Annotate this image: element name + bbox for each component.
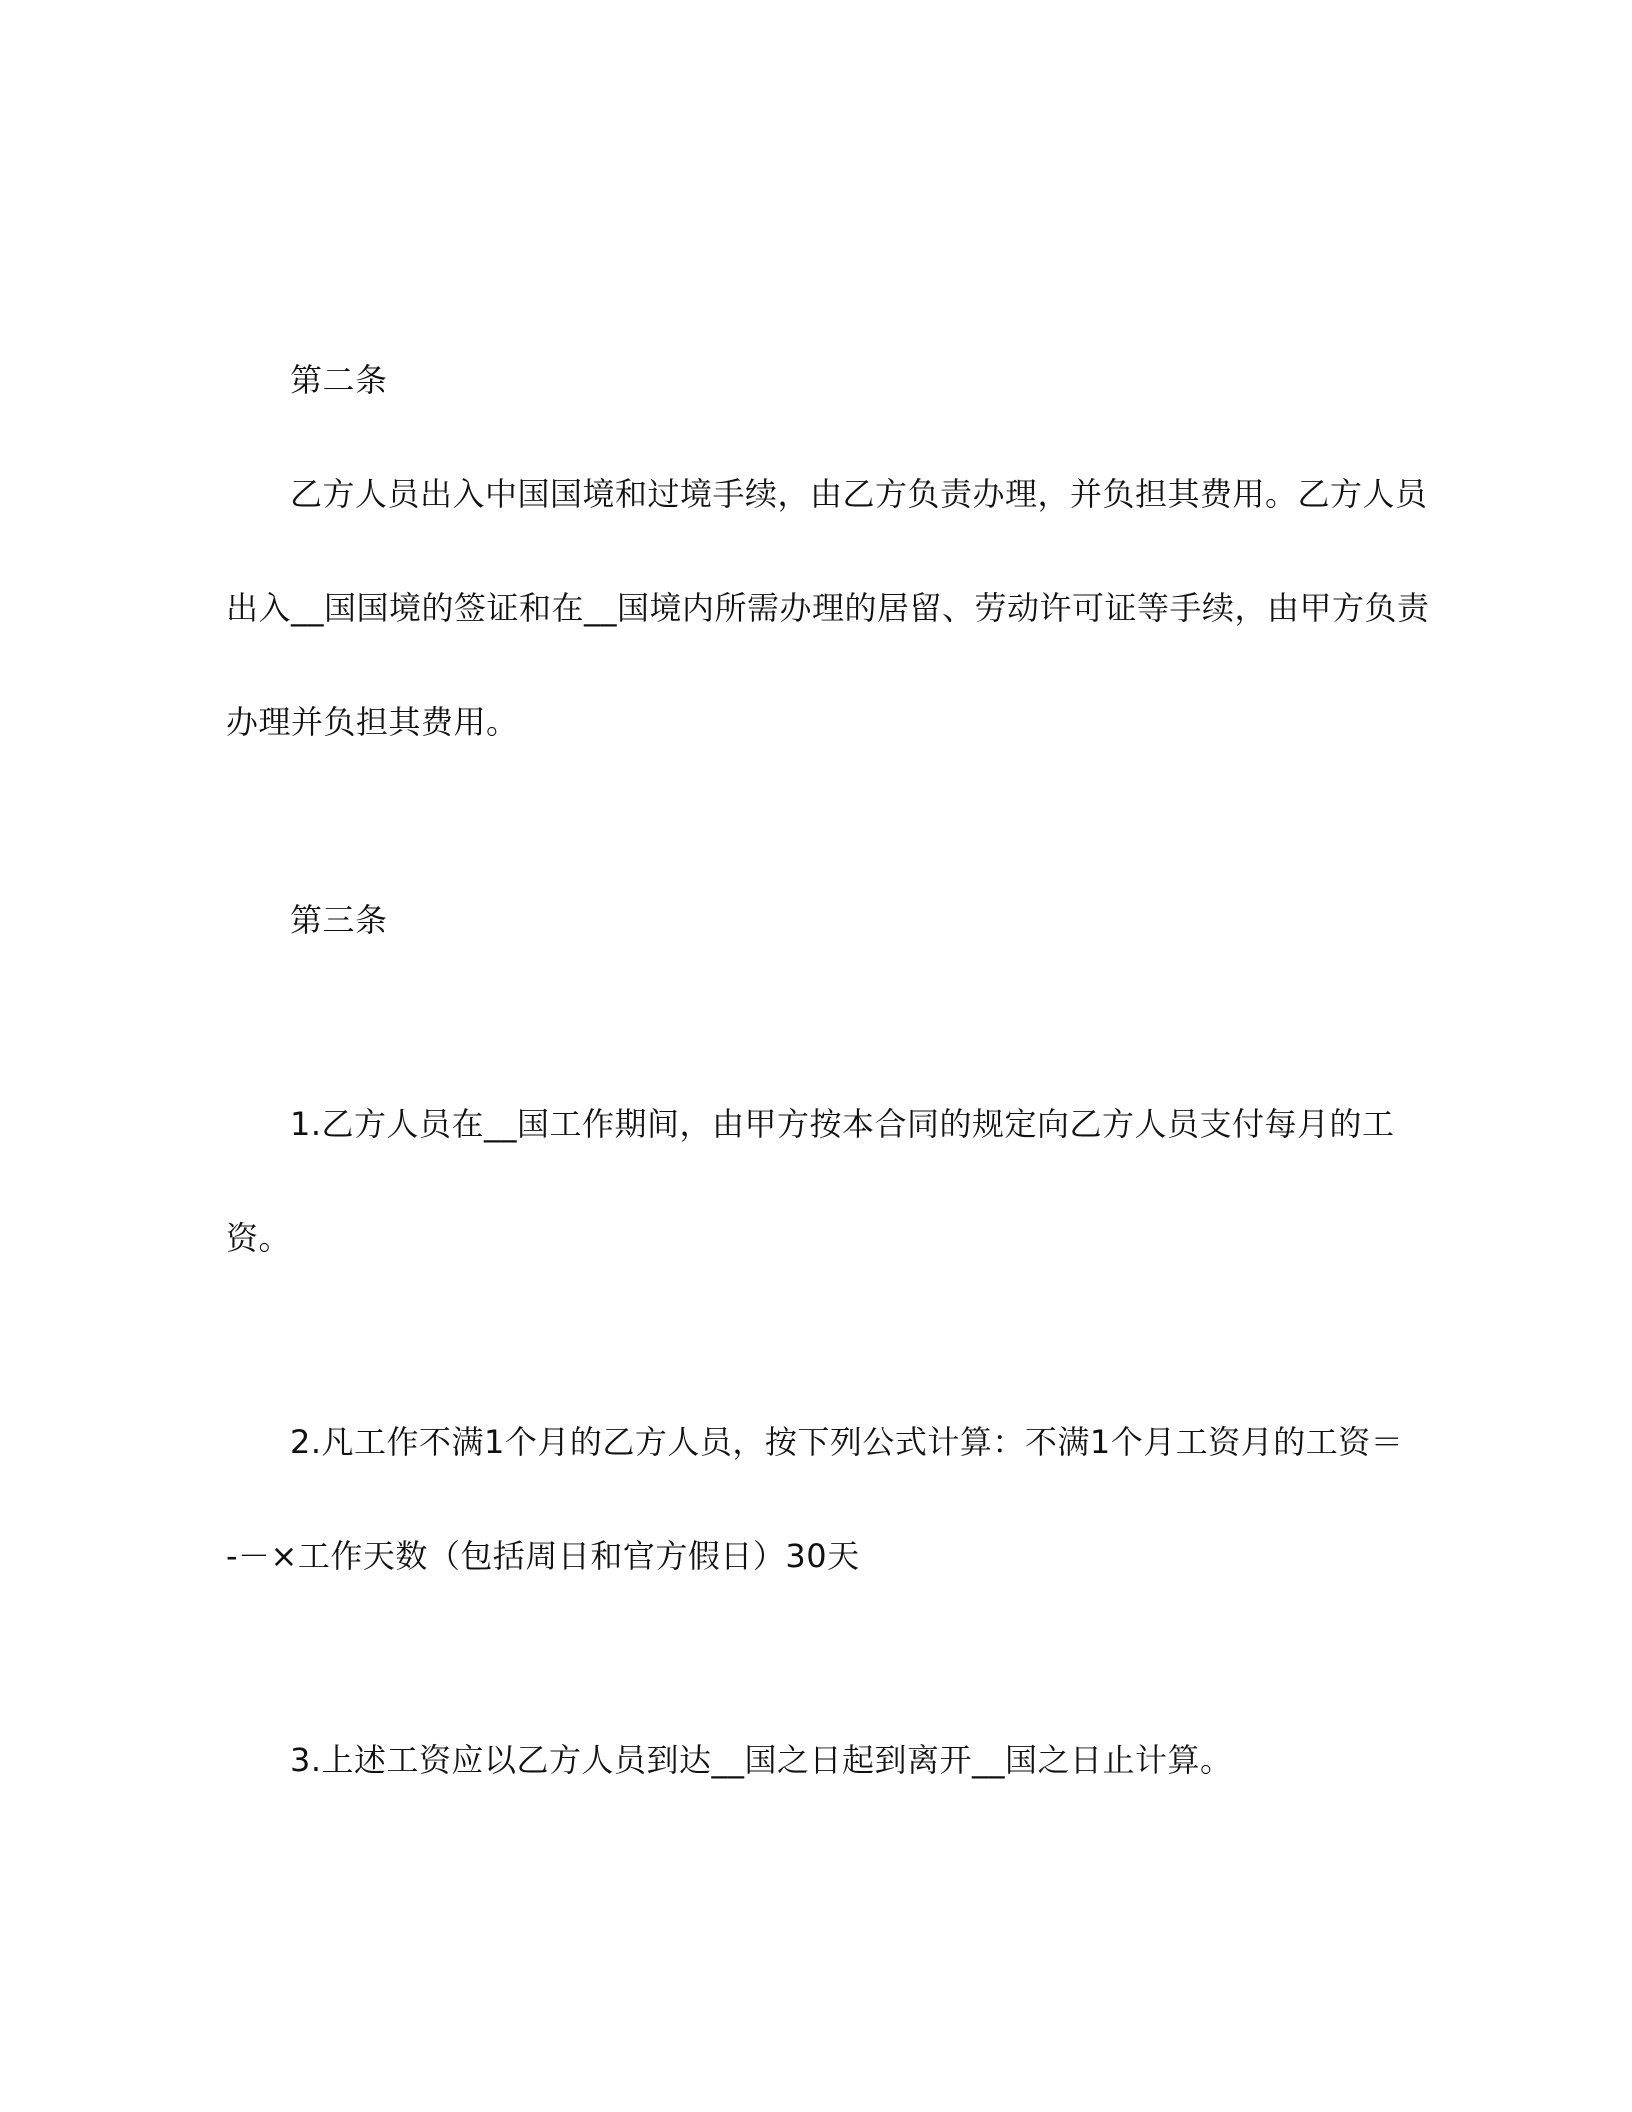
article-2-paragraph-line-3: 办理并负担其费用。 bbox=[226, 703, 519, 741]
article-2-heading: 第二条 bbox=[290, 361, 388, 399]
article-2-paragraph-line-2: 出入__国国境的签证和在__国境内所需办理的居留、劳动许可证等手续，由甲方负责 bbox=[226, 589, 1430, 627]
article-3-item-2-line-1: 2.凡工作不满1个月的乙方人员，按下列公式计算：不满1个月工资月的工资＝ bbox=[290, 1423, 1404, 1461]
article-3-item-3-line-1: 3.上述工资应以乙方人员到达__国之日起到离开__国之日止计算。 bbox=[290, 1741, 1233, 1779]
article-3-heading: 第三条 bbox=[290, 901, 388, 939]
article-3-item-2-line-2: -－×工作天数（包括周日和官方假日）30天 bbox=[226, 1537, 860, 1575]
article-3-item-1-line-2: 资。 bbox=[226, 1219, 292, 1257]
article-3-item-1-line-1: 1.乙方人员在__国工作期间，由甲方按本合同的规定向乙方人员支付每月的工 bbox=[290, 1105, 1395, 1143]
article-2-paragraph-line-1: 乙方人员出入中国国境和过境手续，由乙方负责办理，并负担其费用。乙方人员 bbox=[290, 475, 1428, 513]
